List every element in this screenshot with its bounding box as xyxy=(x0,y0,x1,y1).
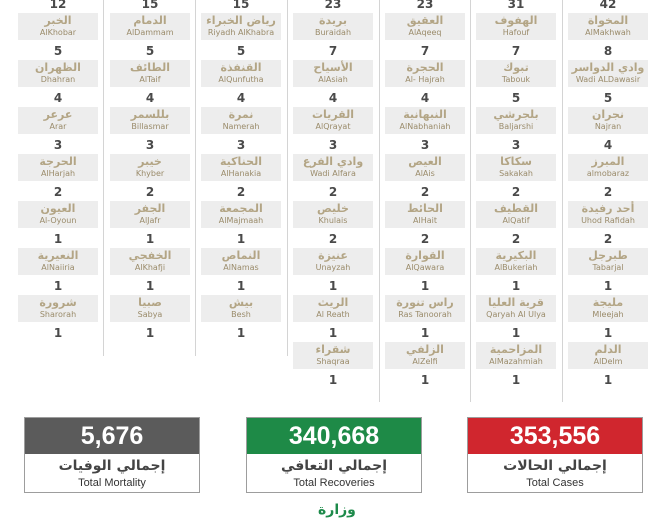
column-divider xyxy=(287,0,288,356)
city-name-en: AlHanakia xyxy=(220,169,262,178)
city-name-ar: عرعر xyxy=(43,108,73,121)
city-card xyxy=(18,13,98,40)
total-mortality-label-ar: إجمالي الوفيات xyxy=(58,458,166,474)
city-case-count: 1 xyxy=(236,326,246,340)
city-card xyxy=(293,154,373,181)
city-name-ar: وادي الدواسر xyxy=(571,61,645,74)
city-case-count: 1 xyxy=(420,326,430,340)
city-case-count: 2 xyxy=(53,185,63,199)
city-card xyxy=(385,295,465,322)
city-card xyxy=(476,201,556,228)
city-case-count: 2 xyxy=(511,185,521,199)
city-case-count: 3 xyxy=(328,138,338,152)
city-case-count: 1 xyxy=(328,279,338,293)
city-card xyxy=(293,107,373,134)
city-case-count: 1 xyxy=(328,326,338,340)
city-card xyxy=(201,107,281,134)
city-name-ar: الدلم xyxy=(594,343,622,356)
column-divider xyxy=(470,0,471,402)
city-card xyxy=(476,342,556,369)
city-case-count: 42 xyxy=(599,0,617,11)
total-recoveries-card xyxy=(246,417,422,493)
city-card xyxy=(293,60,373,87)
city-name-ar: بللسمر xyxy=(130,108,170,121)
city-case-count: 1 xyxy=(603,373,613,387)
city-card xyxy=(476,107,556,134)
city-card xyxy=(476,154,556,181)
city-case-count: 7 xyxy=(420,44,430,58)
city-case-count: 4 xyxy=(145,91,155,105)
city-name-ar: بلجرشي xyxy=(493,108,539,121)
city-name-ar: شقراء xyxy=(315,343,351,356)
city-name-ar: النماص xyxy=(221,249,261,262)
city-name-ar: الزلفي xyxy=(406,343,444,356)
city-name-ar: رياض الخبراء xyxy=(206,14,276,27)
city-case-count: 12 xyxy=(49,0,67,11)
city-name-ar: صبيا xyxy=(138,296,162,309)
city-card xyxy=(110,60,190,87)
city-case-count: 1 xyxy=(603,279,613,293)
city-case-count: 4 xyxy=(53,91,63,105)
city-name-ar: الحناكية xyxy=(219,155,262,168)
total-mortality-label-en: Total Mortality xyxy=(78,477,146,489)
city-name-en: Buraidah xyxy=(314,28,352,37)
city-case-count: 2 xyxy=(603,232,613,246)
city-name-en: Sharorah xyxy=(39,310,77,319)
city-name-en: Billasmar xyxy=(131,122,169,131)
column-divider xyxy=(562,0,563,402)
city-name-en: Wadi ALDawasir xyxy=(575,75,641,84)
city-case-count: 7 xyxy=(328,44,338,58)
city-name-en: Baljarshi xyxy=(498,122,534,131)
city-name-en: AlMakhwah xyxy=(585,28,631,37)
city-name-en: almobaraz xyxy=(586,169,630,178)
city-name-en: AlKhafji xyxy=(134,263,166,272)
city-card xyxy=(476,295,556,322)
city-name-ar: خليص xyxy=(317,202,349,215)
city-name-ar: عنيزة xyxy=(318,249,348,262)
city-name-ar: الخبر xyxy=(44,14,72,27)
city-case-count: 4 xyxy=(420,91,430,105)
ministry-logo-text: وزارة xyxy=(318,502,356,518)
city-name-ar: قرية العليا xyxy=(488,296,544,309)
city-card xyxy=(385,248,465,275)
city-card xyxy=(18,201,98,228)
city-name-en: AlTaif xyxy=(139,75,161,84)
city-name-ar: بيش xyxy=(228,296,254,309)
city-card xyxy=(201,154,281,181)
city-name-ar: العيون xyxy=(40,202,76,215)
city-card xyxy=(568,248,648,275)
city-name-en: AlZelfi xyxy=(412,357,438,366)
total-cases-value: 353,556 xyxy=(468,418,642,454)
city-case-count: 23 xyxy=(416,0,434,11)
total-cases-label-en: Total Cases xyxy=(526,477,584,489)
city-name-en: AlBukeriah xyxy=(494,263,538,272)
city-name-ar: الحجرة xyxy=(406,61,444,74)
city-case-count: 1 xyxy=(328,373,338,387)
city-card xyxy=(201,60,281,87)
city-case-count: 2 xyxy=(420,232,430,246)
city-name-ar: الحائط xyxy=(407,202,443,215)
city-name-ar: النبهانية xyxy=(403,108,447,121)
city-case-count: 1 xyxy=(236,232,246,246)
city-case-count: 1 xyxy=(420,279,430,293)
city-case-count: 3 xyxy=(236,138,246,152)
city-name-ar: الجفر xyxy=(134,202,166,215)
city-card xyxy=(293,13,373,40)
column-divider xyxy=(379,0,380,402)
city-card xyxy=(385,13,465,40)
city-name-ar: مليجة xyxy=(592,296,624,309)
city-case-count: 5 xyxy=(236,44,246,58)
city-name-en: Khulais xyxy=(318,216,348,225)
city-card xyxy=(385,60,465,87)
city-case-count: 2 xyxy=(145,185,155,199)
total-recoveries-label-ar: إجمالي التعافي xyxy=(280,458,388,474)
city-case-count: 5 xyxy=(511,91,521,105)
city-name-en: AlMajmaah xyxy=(218,216,264,225)
city-case-count: 1 xyxy=(53,326,63,340)
city-name-ar: نجران xyxy=(591,108,625,121)
city-name-en: Al- Hajrah xyxy=(405,75,445,84)
city-name-en: Sabya xyxy=(137,310,163,319)
city-name-ar: المزاحمية xyxy=(489,343,543,356)
city-case-count: 15 xyxy=(232,0,250,11)
city-card xyxy=(476,60,556,87)
city-card xyxy=(385,154,465,181)
city-name-en: Uhod Rafidah xyxy=(581,216,635,225)
city-name-ar: القوارة xyxy=(405,249,445,262)
city-card xyxy=(110,13,190,40)
city-name-en: Besh xyxy=(231,310,251,319)
city-case-count: 8 xyxy=(603,44,613,58)
city-name-ar: راس تنورة xyxy=(396,296,454,309)
city-name-en: AlJafr xyxy=(139,216,161,225)
city-card xyxy=(110,295,190,322)
city-card xyxy=(293,201,373,228)
city-name-en: AlAis xyxy=(415,169,435,178)
city-name-en: Namerah xyxy=(222,122,260,131)
city-card xyxy=(293,248,373,275)
city-name-en: Arar xyxy=(49,122,67,131)
city-case-count: 4 xyxy=(328,91,338,105)
city-name-ar: الأسياح xyxy=(313,61,353,74)
city-name-ar: سكاكا xyxy=(500,155,532,168)
city-name-ar: المبرز xyxy=(591,155,625,168)
city-card xyxy=(385,201,465,228)
total-mortality-value: 5,676 xyxy=(25,418,199,454)
city-card xyxy=(18,154,98,181)
city-case-count: 2 xyxy=(511,232,521,246)
city-name-en: AlNamas xyxy=(223,263,259,272)
city-card xyxy=(568,154,648,181)
city-name-en: Mleejah xyxy=(592,310,624,319)
city-card xyxy=(18,295,98,322)
city-case-count: 1 xyxy=(511,373,521,387)
city-name-en: Shaqraa xyxy=(316,357,350,366)
city-case-count: 2 xyxy=(420,185,430,199)
city-name-en: AlQawara xyxy=(405,263,445,272)
city-case-count: 2 xyxy=(603,185,613,199)
city-card xyxy=(18,60,98,87)
city-name-ar: الريث xyxy=(317,296,349,309)
city-name-ar: شرورة xyxy=(39,296,77,309)
city-name-en: AlNabhaniah xyxy=(399,122,451,131)
city-card xyxy=(568,342,648,369)
city-case-count: 1 xyxy=(145,326,155,340)
city-card xyxy=(110,201,190,228)
city-card xyxy=(476,248,556,275)
city-name-en: Khyber xyxy=(135,169,165,178)
city-card xyxy=(110,248,190,275)
city-name-ar: النعيرية xyxy=(37,249,79,262)
city-case-count: 5 xyxy=(603,91,613,105)
city-name-en: AlAqeeq xyxy=(408,28,442,37)
city-card xyxy=(18,107,98,134)
city-card xyxy=(110,107,190,134)
city-name-ar: خيبر xyxy=(138,155,162,168)
city-case-count: 7 xyxy=(511,44,521,58)
column-divider xyxy=(103,0,104,356)
city-name-en: Ras Tanoorah xyxy=(398,310,452,319)
city-name-en: Najran xyxy=(594,122,622,131)
city-case-count: 23 xyxy=(324,0,342,11)
city-name-ar: القريات xyxy=(312,108,354,121)
city-name-ar: تبوك xyxy=(503,61,529,74)
city-card xyxy=(201,295,281,322)
city-name-en: AlQatif xyxy=(502,216,530,225)
city-case-count: 3 xyxy=(511,138,521,152)
city-name-ar: أحد رفيدة xyxy=(581,202,635,215)
city-name-ar: البكيرية xyxy=(495,249,537,262)
city-name-en: Qaryah Al Ulya xyxy=(486,310,546,319)
city-card xyxy=(476,13,556,40)
city-card xyxy=(385,107,465,134)
city-name-ar: المجمعة xyxy=(219,202,263,215)
city-name-ar: القنفذة xyxy=(220,61,262,74)
city-card xyxy=(110,154,190,181)
city-name-en: Tabarjal xyxy=(592,263,624,272)
city-name-en: Wadi Alfara xyxy=(310,169,356,178)
city-case-count: 1 xyxy=(603,326,613,340)
city-name-ar: نمرة xyxy=(228,108,254,121)
city-name-en: AlDammam xyxy=(126,28,174,37)
city-case-count: 4 xyxy=(236,91,246,105)
city-card xyxy=(293,342,373,369)
city-name-en: Unayzah xyxy=(315,263,351,272)
city-card xyxy=(385,342,465,369)
city-name-ar: العيص xyxy=(408,155,442,168)
city-name-en: Al Reath xyxy=(316,310,350,319)
city-case-count: 1 xyxy=(420,373,430,387)
total-recoveries-value: 340,668 xyxy=(247,418,421,454)
city-name-ar: الحرجة xyxy=(39,155,77,168)
city-card xyxy=(201,248,281,275)
city-card xyxy=(568,60,648,87)
total-cases-label-ar: إجمالي الحالات xyxy=(503,458,607,474)
city-name-en: Al-Oyoun xyxy=(39,216,77,225)
city-case-count: 5 xyxy=(53,44,63,58)
city-name-en: AlHarjah xyxy=(40,169,76,178)
city-case-count: 3 xyxy=(53,138,63,152)
city-case-count: 2 xyxy=(328,232,338,246)
city-case-count: 4 xyxy=(603,138,613,152)
city-name-ar: الطائف xyxy=(130,61,170,74)
city-case-count: 5 xyxy=(145,44,155,58)
city-name-en: AlAsiah xyxy=(318,75,348,84)
column-divider xyxy=(195,0,196,356)
city-name-ar: العقيق xyxy=(406,14,444,27)
city-name-ar: وادي الفرع xyxy=(302,155,364,168)
city-case-count: 1 xyxy=(236,279,246,293)
total-cases-card xyxy=(467,417,643,493)
city-case-count: 15 xyxy=(141,0,159,11)
city-name-ar: بريدة xyxy=(319,14,347,27)
city-case-count: 3 xyxy=(420,138,430,152)
city-case-count: 1 xyxy=(145,279,155,293)
city-card xyxy=(201,201,281,228)
total-recoveries-label-en: Total Recoveries xyxy=(293,477,375,489)
city-card xyxy=(568,201,648,228)
city-name-en: AlDelm xyxy=(593,357,623,366)
city-name-en: AlQunfutha xyxy=(218,75,264,84)
city-case-count: 1 xyxy=(53,279,63,293)
city-name-ar: المخواة xyxy=(587,14,629,27)
city-name-en: AlHait xyxy=(413,216,437,225)
city-case-count: 1 xyxy=(53,232,63,246)
city-name-en: Riyadh AlKhabra xyxy=(207,28,275,37)
city-case-count: 31 xyxy=(507,0,525,11)
city-card xyxy=(568,13,648,40)
city-name-ar: الخفجي xyxy=(128,249,172,262)
city-name-en: AlNaiiria xyxy=(41,263,75,272)
city-name-ar: طبرجل xyxy=(588,249,628,262)
city-case-count: 1 xyxy=(511,279,521,293)
city-case-count: 1 xyxy=(145,232,155,246)
city-case-count: 2 xyxy=(236,185,246,199)
city-name-en: Sakakah xyxy=(499,169,533,178)
city-card xyxy=(18,248,98,275)
city-name-en: Tabouk xyxy=(501,75,531,84)
city-card xyxy=(568,295,648,322)
city-name-en: AlKhobar xyxy=(39,28,77,37)
city-case-count: 2 xyxy=(328,185,338,199)
city-name-en: Hafouf xyxy=(502,28,530,37)
city-name-ar: الظهران xyxy=(35,61,81,74)
city-card xyxy=(568,107,648,134)
city-name-ar: الهفوف xyxy=(494,14,538,27)
city-name-ar: القطيف xyxy=(493,202,539,215)
city-name-en: AlMazahmiah xyxy=(489,357,543,366)
city-name-en: AlQrayat xyxy=(315,122,351,131)
city-card xyxy=(293,295,373,322)
city-name-ar: الدمام xyxy=(133,14,167,27)
city-case-count: 3 xyxy=(145,138,155,152)
city-name-en: Dhahran xyxy=(40,75,76,84)
city-case-count: 1 xyxy=(511,326,521,340)
total-mortality-card xyxy=(24,417,200,493)
city-card xyxy=(201,13,281,40)
